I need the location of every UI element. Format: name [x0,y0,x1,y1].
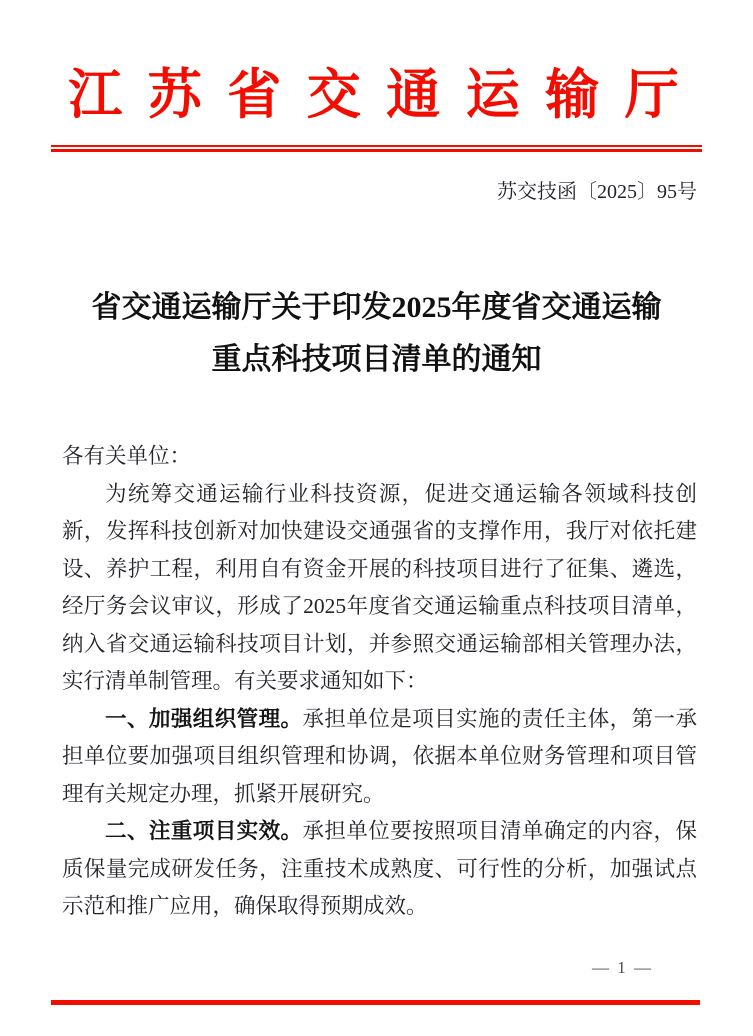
document-reference-number: 苏交技函〔2025〕95号 [497,181,697,203]
document-title [0,282,753,386]
letterhead-double-rule [51,145,702,152]
paragraph-lead: 一、加强组织管理。 [105,706,303,731]
paragraph-text: 承担单位要按照项目清单确定的内容，保质保量完成研发任务，注重技术成熟度、可行性的分析，加强试点示范和推广应用，确保取得预期成效。 [62,819,697,918]
paragraph [62,476,697,701]
salutation: 各有关单位： [62,444,192,468]
paragraph-text: 为统筹交通运输行业科技资源，促进交通运输各领域科技创新，发挥科技创新对加快建设交通强省的支撑作用，我厅对依托建设、养护工程，利用自有资金开展的科技项目进行了征集、遴选，经厅务会议审议，形成了2025年度省交通运输重点科技项目清单，纳入省交通运输科技项目计划，并参照交通运输部相关管理办法，实行清单制管理。有关要求通知如下： [62,481,697,693]
agency-letterhead-title: 江 苏 省 交 通 运 输 厅 [68,65,685,125]
page-number: — 1 — [592,958,653,977]
paragraph-lead: 二、注重项目实效。 [105,819,303,843]
document-title-line2: 重点科技项目清单的通知 [211,343,542,376]
footer-red-rule [51,1000,700,1005]
document-title-line1: 省交通运输厅关于印发2025年度省交通运输 [91,291,662,324]
document-body [62,438,697,926]
paragraph [62,813,697,926]
paragraph-text: 承担单位是项目实施的责任主体，第一承担单位要加强项目组织管理和协调，依据本单位财务管理和项目管理有关规定办理，抓紧开展研究。 [62,706,697,806]
paragraph [62,701,697,814]
